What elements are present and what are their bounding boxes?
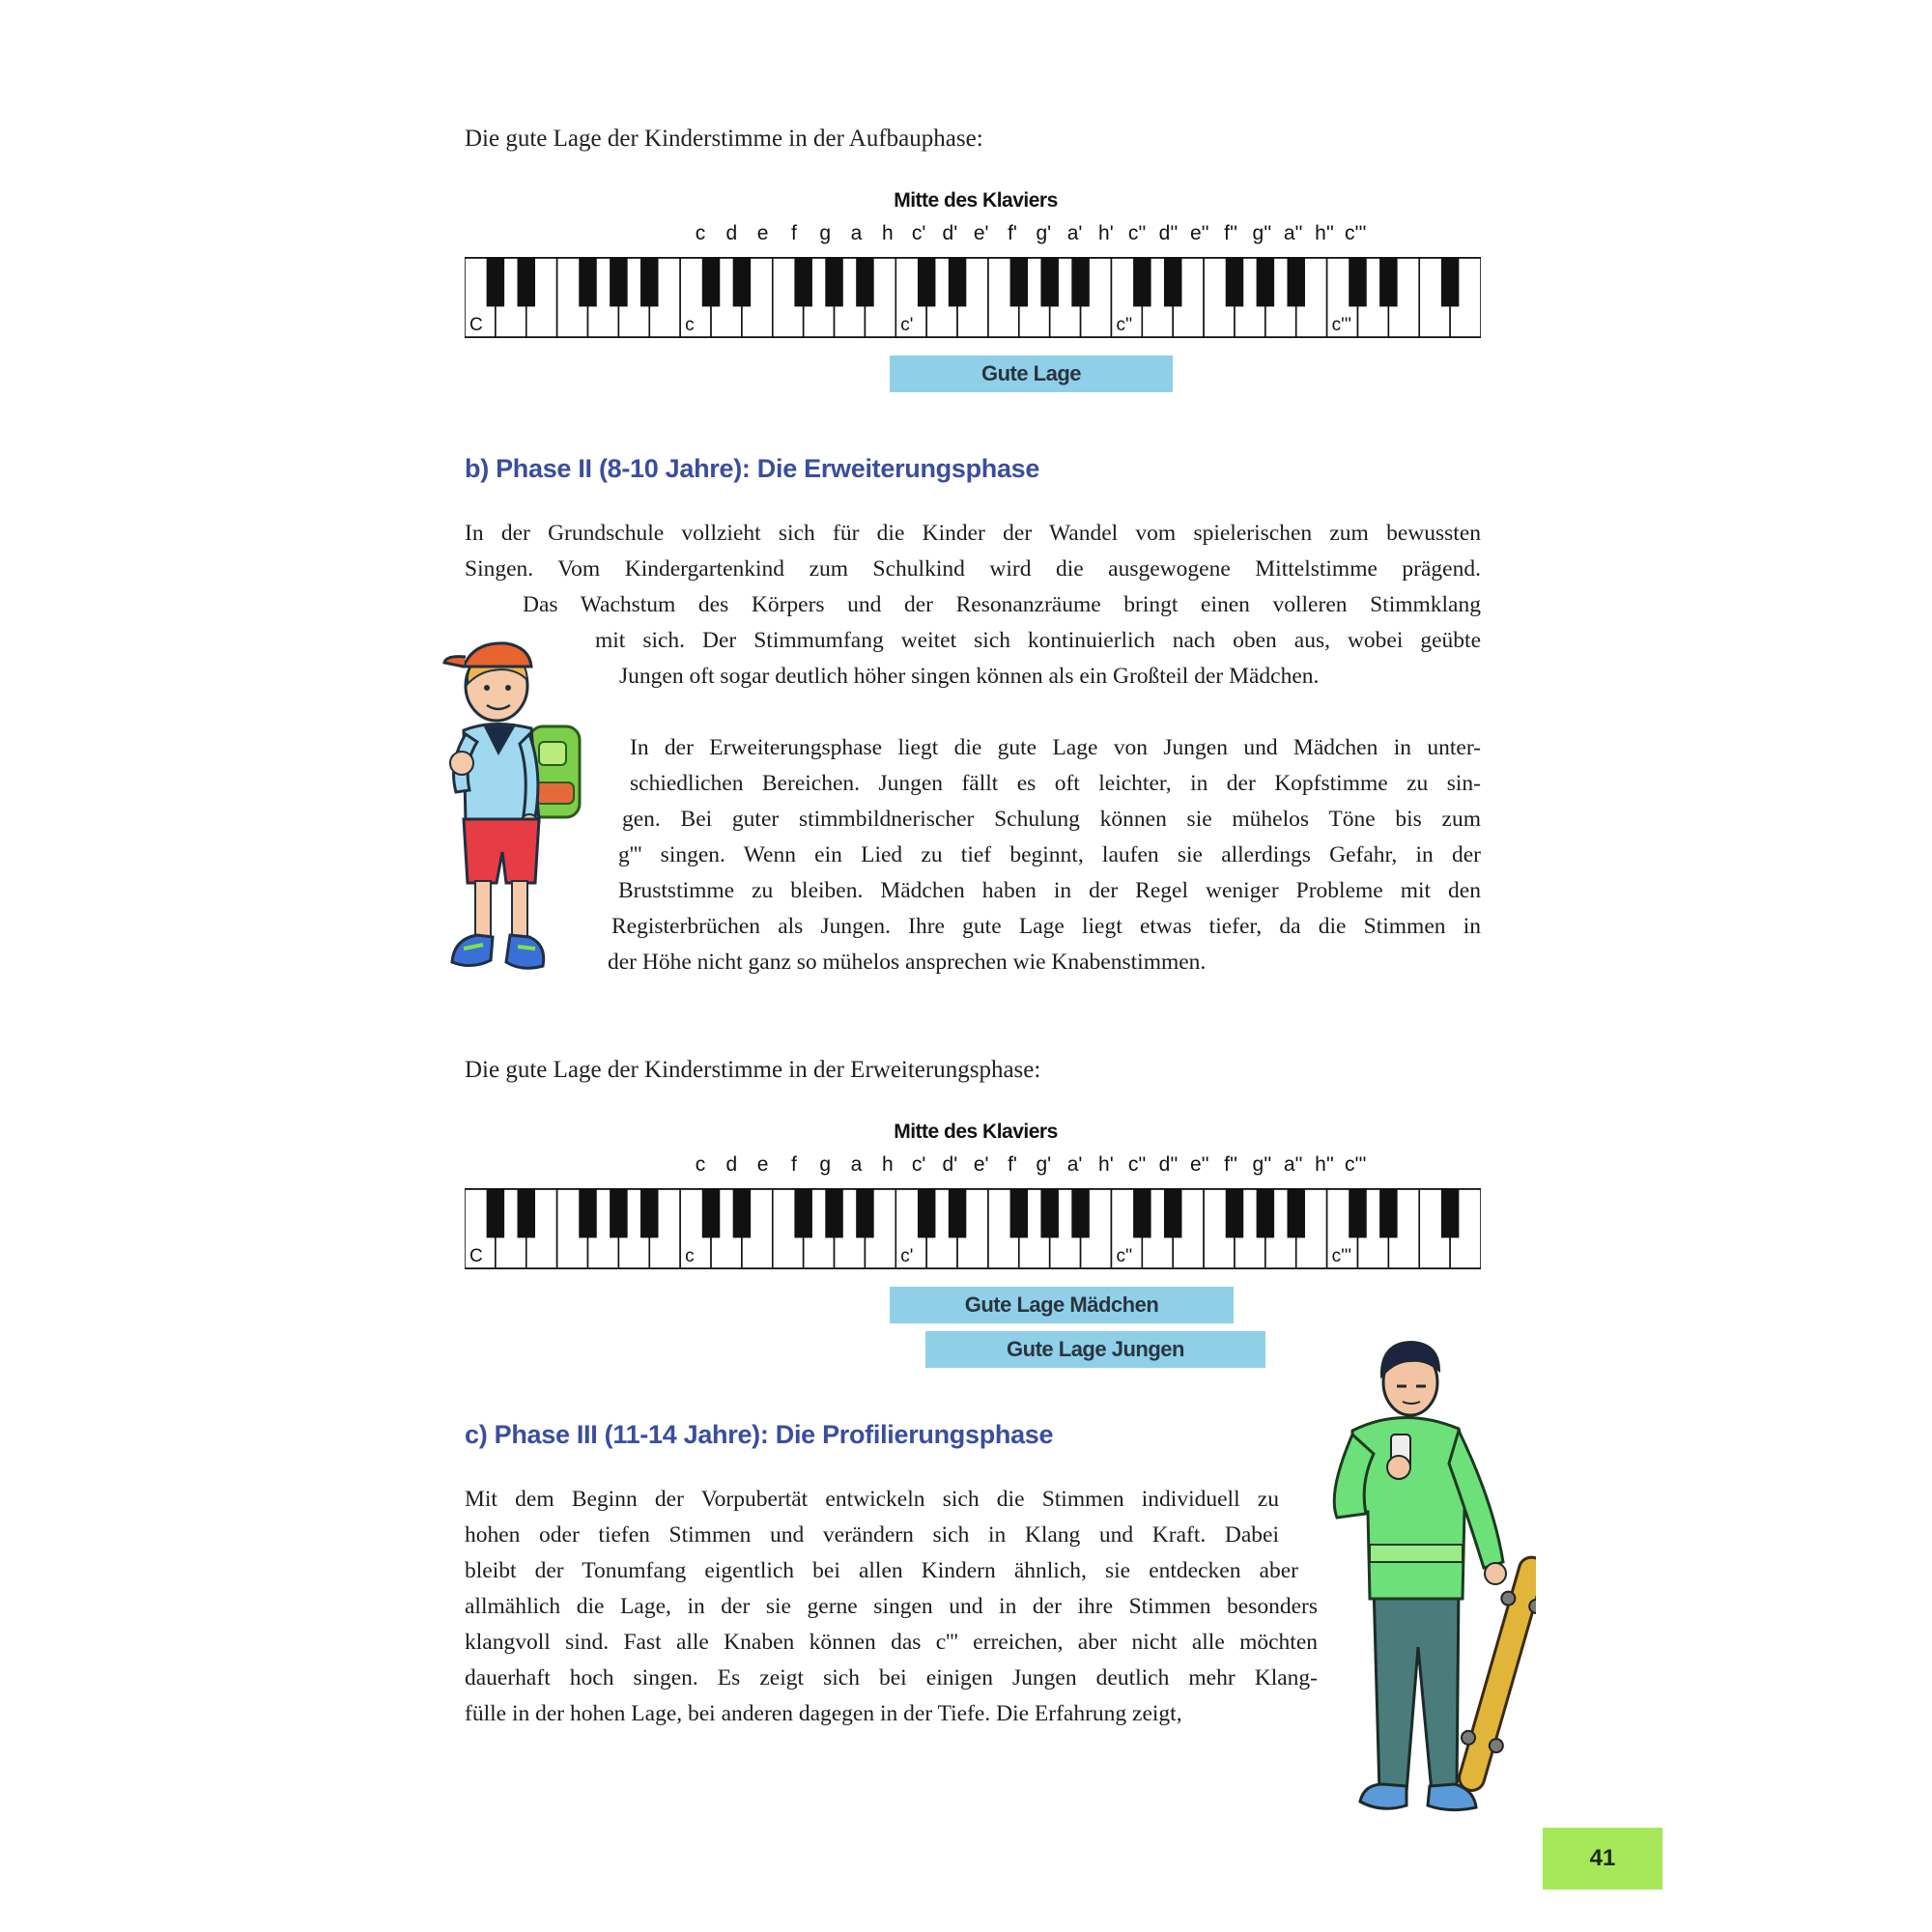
black-key (518, 258, 535, 306)
black-key (579, 1189, 596, 1237)
key-octave-label: c' (900, 315, 914, 335)
page-number-badge: 41 (1543, 1828, 1662, 1889)
note-label: a'' (1283, 222, 1303, 244)
black-key (1257, 258, 1274, 306)
note-label: d (725, 1153, 738, 1176)
note-label: d'' (1158, 222, 1179, 244)
black-key (702, 258, 720, 306)
good-range-girls-bar: Gute Lage Mädchen (890, 1287, 1234, 1323)
black-key (1010, 1189, 1028, 1237)
good-range-boys-bar: Gute Lage Jungen (925, 1331, 1265, 1368)
note-label: d' (942, 222, 958, 244)
black-key (1349, 1189, 1366, 1237)
black-key (794, 1189, 811, 1237)
paragraph-phase-3 (465, 1482, 1318, 1732)
text-line: klangvoll sind. Fast alle Knaben können das c''' erreichen, aber nicht alle möchten (465, 1630, 1318, 1655)
black-key (1071, 1189, 1089, 1237)
note-label: e' (973, 1153, 989, 1176)
black-key (1349, 258, 1366, 306)
text-line: bleibt der Tonumfang eigentlich bei allen Kindern ähnlich, sie entdecken aber (465, 1558, 1298, 1583)
text-line: der Höhe nicht ganz so mühelos ansprechen wie Knabenstimmen. (608, 950, 1207, 975)
piano-keyboard-2 (465, 1188, 1481, 1269)
black-key (1379, 258, 1397, 306)
intro-erweiterungsphase: Die gute Lage der Kinderstimme in der Erweiterungsphase: (465, 1057, 1041, 1083)
black-key (1287, 258, 1304, 306)
teen-with-skateboard-illustration (1314, 1338, 1536, 1840)
black-key (918, 1189, 935, 1237)
note-label: f (790, 222, 797, 244)
black-key (1040, 1189, 1058, 1237)
note-label: g (819, 222, 832, 244)
note-label: c (695, 1153, 706, 1176)
note-label: h' (1098, 222, 1114, 244)
note-label: g'' (1252, 1153, 1272, 1176)
black-key (1164, 1189, 1181, 1237)
black-key (640, 1189, 658, 1237)
piano-keyboard-1 (465, 257, 1481, 338)
black-key (1441, 258, 1459, 306)
note-label: f'' (1224, 222, 1238, 244)
heading-phase-3: c) Phase III (11-14 Jahre): Die Profilierungsphase (465, 1420, 1054, 1449)
black-key (487, 1189, 504, 1237)
note-label: h' (1098, 1153, 1114, 1176)
note-label: d (725, 222, 738, 244)
key-octave-label: c (685, 315, 695, 335)
black-key (610, 1189, 627, 1237)
note-label: e'' (1189, 1153, 1209, 1176)
text-line: schiedlichen Bereichen. Jungen fällt es oft leichter, in der Kopfstimme zu sin- (630, 771, 1481, 796)
key-octave-label: c''' (1331, 315, 1351, 335)
keyboard-center-label: Mitte des Klaviers (894, 1121, 1058, 1143)
black-key (825, 258, 842, 306)
intro-aufbauphase: Die gute Lage der Kinderstimme in der Aufbauphase: (465, 126, 983, 152)
black-key (579, 258, 596, 306)
black-key (918, 258, 935, 306)
note-label: f' (1008, 222, 1017, 244)
paragraph-phase-2-b (608, 730, 1481, 980)
note-label: g (819, 1153, 832, 1176)
black-key (1226, 1189, 1243, 1237)
black-key (610, 258, 627, 306)
note-label: a (850, 1153, 863, 1176)
black-key (856, 1189, 873, 1237)
black-key (825, 1189, 842, 1237)
text-line: Bruststimme zu bleiben. Mädchen haben in der Regel weniger Probleme mit den (618, 878, 1481, 903)
boy-with-backpack-illustration (425, 638, 599, 985)
heading-phase-2: b) Phase II (8-10 Jahre): Die Erweiterungsphase (465, 454, 1040, 483)
text-line: Singen. Vom Kindergartenkind zum Schulkind wird die ausgewogene Mittelstimme prägend. (465, 556, 1481, 582)
note-label: e' (973, 222, 989, 244)
black-key (640, 258, 658, 306)
key-octave-label: C (469, 315, 483, 335)
note-label: e (756, 222, 769, 244)
key-octave-label: c'' (1116, 315, 1133, 335)
note-label: a'' (1283, 1153, 1303, 1176)
note-label: c''' (1345, 222, 1367, 244)
note-label: c''' (1345, 1153, 1367, 1176)
text-line: Jungen oft sogar deutlich höher singen können als ein Großteil der Mädchen. (619, 664, 1320, 689)
black-key (733, 258, 751, 306)
black-key (518, 1189, 535, 1237)
black-key (1040, 258, 1058, 306)
note-label: c' (911, 1153, 926, 1176)
note-label: g' (1036, 222, 1052, 244)
text-line: dauerhaft hoch singen. Es zeigt sich bei einigen Jungen deutlich mehr Klang- (465, 1665, 1318, 1690)
text-line: g''' singen. Wenn ein Lied zu tief beginnt, laufen sie allerdings Gefahr, in der (618, 842, 1481, 867)
text-line: In der Grundschule vollzieht sich für die Kinder der Wandel vom spielerischen zum bewussten (465, 521, 1481, 546)
text-line: In der Erweiterungsphase liegt die gute Lage von Jungen und Mädchen in unter- (630, 735, 1481, 760)
key-octave-label: C (469, 1246, 483, 1266)
black-key (1226, 258, 1243, 306)
note-label: h'' (1315, 222, 1334, 244)
key-octave-label: c''' (1331, 1246, 1351, 1266)
text-line: Registerbrüchen als Jungen. Ihre gute Lage liegt etwas tiefer, da die Stimmen in (611, 914, 1481, 939)
key-octave-label: c' (900, 1246, 914, 1266)
text-line: hohen oder tiefen Stimmen und verändern sich in Klang und Kraft. Dabei (465, 1522, 1279, 1548)
note-label: a' (1066, 222, 1083, 244)
black-key (487, 258, 504, 306)
black-key (1287, 1189, 1304, 1237)
note-label: f' (1008, 1153, 1017, 1176)
note-label: e (756, 1153, 769, 1176)
black-key (1010, 258, 1028, 306)
text-line: gen. Bei guter stimmbildnerischer Schulung können sie mühelos Töne bis zum (622, 807, 1481, 832)
note-labels-row (0, 222, 1932, 251)
note-label: g'' (1252, 222, 1272, 244)
note-label: f (790, 1153, 797, 1176)
black-key (794, 258, 811, 306)
note-label: d' (942, 1153, 958, 1176)
black-key (949, 1189, 966, 1237)
good-range-bar: Gute Lage (890, 355, 1173, 392)
note-label: a (850, 222, 863, 244)
note-label: h'' (1315, 1153, 1334, 1176)
black-key (949, 258, 966, 306)
note-label: h (881, 1153, 894, 1176)
black-key (1257, 1189, 1274, 1237)
black-key (1379, 1189, 1397, 1237)
key-octave-label: c (685, 1246, 695, 1266)
text-line: Das Wachstum des Körpers und der Resonanzräume bringt einen volleren Stimmklang (523, 592, 1481, 617)
note-label: h (881, 222, 894, 244)
black-key (733, 1189, 751, 1237)
note-label: a' (1066, 1153, 1083, 1176)
text-line: allmählich die Lage, in der sie gerne singen und in der ihre Stimmen besonders (465, 1594, 1318, 1619)
black-key (856, 258, 873, 306)
note-label: g' (1036, 1153, 1052, 1176)
note-label: d'' (1158, 1153, 1179, 1176)
text-line: fülle in der hohen Lage, bei anderen dagegen in der Tiefe. Die Erfahrung zeigt, (465, 1701, 1182, 1726)
text-line: mit sich. Der Stimmumfang weitet sich kontinuierlich nach oben aus, wobei geübte (595, 628, 1481, 653)
note-label: e'' (1189, 222, 1209, 244)
note-label: c'' (1127, 1153, 1147, 1176)
black-key (1071, 258, 1089, 306)
note-label: c (695, 222, 706, 244)
keyboard-center-label: Mitte des Klaviers (894, 189, 1058, 212)
note-label: c'' (1127, 222, 1147, 244)
black-key (1164, 258, 1181, 306)
note-labels-row (0, 1153, 1932, 1182)
note-label: f'' (1224, 1153, 1238, 1176)
black-key (1133, 1189, 1151, 1237)
note-label: c' (911, 222, 926, 244)
text-line: Mit dem Beginn der Vorpubertät entwickeln sich die Stimmen individuell zu (465, 1487, 1279, 1512)
black-key (1133, 258, 1151, 306)
paragraph-phase-2-a (465, 516, 1481, 695)
key-octave-label: c'' (1116, 1246, 1133, 1266)
black-key (702, 1189, 720, 1237)
black-key (1441, 1189, 1459, 1237)
